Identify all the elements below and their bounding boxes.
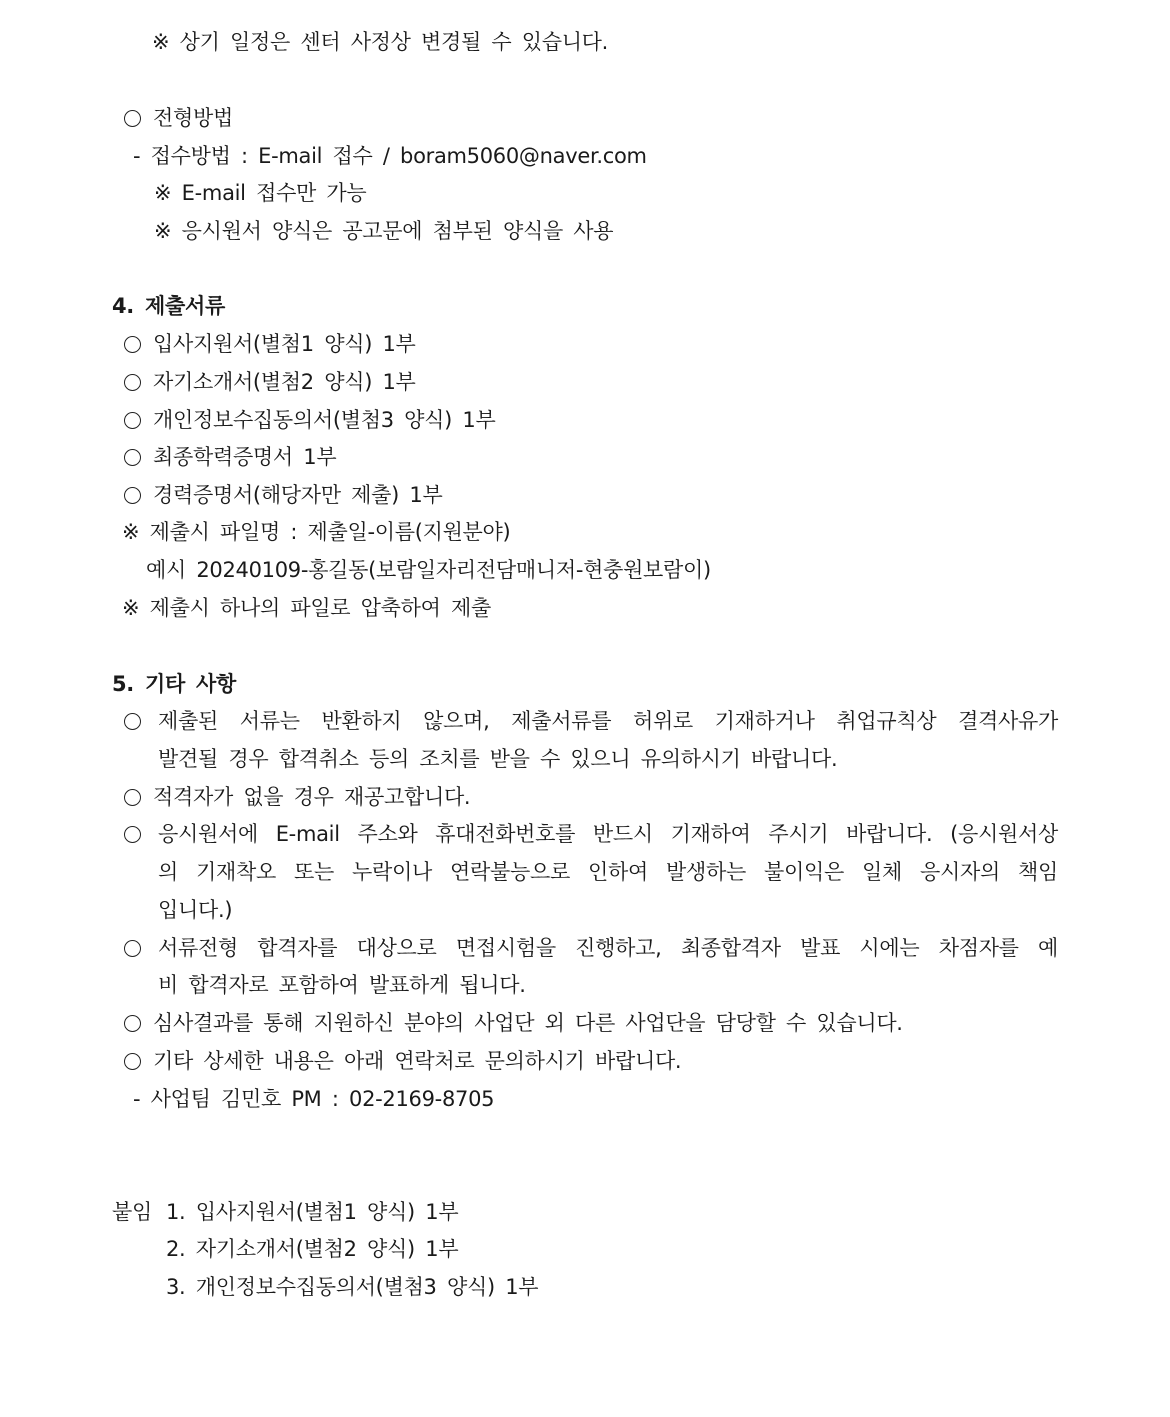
- circle-bullet-icon: [124, 412, 141, 429]
- circle-bullet-icon: [124, 1015, 141, 1032]
- notice-item-text: 발견될 경우 합격취소 등의 조치를 받을 수 있으니 유의하시기 바랍니다.: [158, 747, 838, 771]
- notice-item-text: 서류전형 합격자를 대상으로 면접시험을 진행하고, 최종합격자 발표 시에는 차점자를 예: [158, 936, 1058, 960]
- filename-note: ※ 제출시 파일명 : 제출일-이름(지원분야): [122, 520, 511, 544]
- attachments-label: 붙임: [112, 1200, 152, 1224]
- document-item-label: 개인정보수집동의서(별첨3 양식) 1부: [153, 408, 496, 432]
- notice-item-text: 비 합격자로 포함하여 발표하게 됩니다.: [158, 973, 526, 997]
- schedule-change-note: ※ 상기 일정은 센터 사정상 변경될 수 있습니다.: [152, 30, 609, 54]
- screening-title: 전형방법: [153, 106, 233, 130]
- circle-bullet-icon: [124, 110, 141, 127]
- notice-item-text: 입니다.): [158, 898, 233, 922]
- notice-item: [124, 707, 153, 735]
- section-5-heading: 5. 기타 사항: [112, 672, 236, 696]
- circle-bullet-icon: [124, 374, 141, 391]
- application-method: - 접수방법 : E-mail 접수 / boram5060@naver.com: [133, 144, 647, 168]
- document-item-label: 입사지원서(별첨1 양식) 1부: [153, 332, 416, 356]
- attachment-item: 3. 개인정보수집동의서(별첨3 양식) 1부: [166, 1275, 539, 1299]
- notice-item: [124, 1047, 681, 1075]
- document-item: [124, 330, 416, 358]
- document-item-label: 최종학력증명서 1부: [153, 445, 337, 469]
- notice-item-text: 응시원서에 E-mail 주소와 휴대전화번호를 반드시 기재하여 주시기 바랍니다. (응시원서상: [158, 822, 1058, 846]
- notice-item-text: 기타 상세한 내용은 아래 연락처로 문의하시기 바랍니다.: [153, 1049, 682, 1073]
- notice-item-text: 제출된 서류는 반환하지 않으며, 제출서류를 허위로 기재하거나 취업규칙상 결격사유가: [158, 709, 1058, 733]
- circle-bullet-icon: [124, 449, 141, 466]
- attachment-item: 2. 자기소개서(별첨2 양식) 1부: [166, 1237, 459, 1261]
- notice-item-text: 의 기재착오 또는 누락이나 연락불능으로 인하여 발생하는 불이익은 일체 응시자의 책임: [158, 860, 1058, 884]
- form-usage-note: ※ 응시원서 양식은 공고문에 첨부된 양식을 사용: [154, 219, 614, 243]
- circle-bullet-icon: [124, 1053, 141, 1070]
- document-item: [124, 443, 336, 471]
- notice-item: [124, 783, 470, 811]
- circle-bullet-icon: [124, 336, 141, 353]
- circle-bullet-icon: [124, 940, 141, 957]
- document-item-label: 자기소개서(별첨2 양식) 1부: [153, 370, 416, 394]
- attachment-item: 1. 입사지원서(별첨1 양식) 1부: [166, 1200, 459, 1224]
- screening-method-heading: [124, 104, 233, 132]
- contact-info: - 사업팀 김민호 PM : 02-2169-8705: [133, 1087, 495, 1111]
- filename-example: 예시 20240109-홍길동(보람일자리전담매니저-현충원보람이): [146, 558, 711, 582]
- notice-item: [124, 1009, 903, 1037]
- circle-bullet-icon: [124, 826, 141, 843]
- circle-bullet-icon: [124, 487, 141, 504]
- document-item: [124, 406, 495, 434]
- circle-bullet-icon: [124, 713, 141, 730]
- email-only-note: ※ E-mail 접수만 가능: [154, 181, 367, 205]
- notice-item: [124, 820, 153, 848]
- document-item: [124, 368, 416, 396]
- document-item-label: 경력증명서(해당자만 제출) 1부: [153, 483, 443, 507]
- circle-bullet-icon: [124, 789, 141, 806]
- notice-item-text: 적격자가 없을 경우 재공고합니다.: [153, 785, 471, 809]
- notice-item-text: 심사결과를 통해 지원하신 분야의 사업단 외 다른 사업단을 담당할 수 있습니다.: [153, 1011, 903, 1035]
- zip-note: ※ 제출시 하나의 파일로 압축하여 제출: [122, 596, 491, 620]
- section-4-heading: 4. 제출서류: [112, 294, 225, 318]
- document-item: [124, 481, 442, 509]
- notice-item: [124, 934, 153, 962]
